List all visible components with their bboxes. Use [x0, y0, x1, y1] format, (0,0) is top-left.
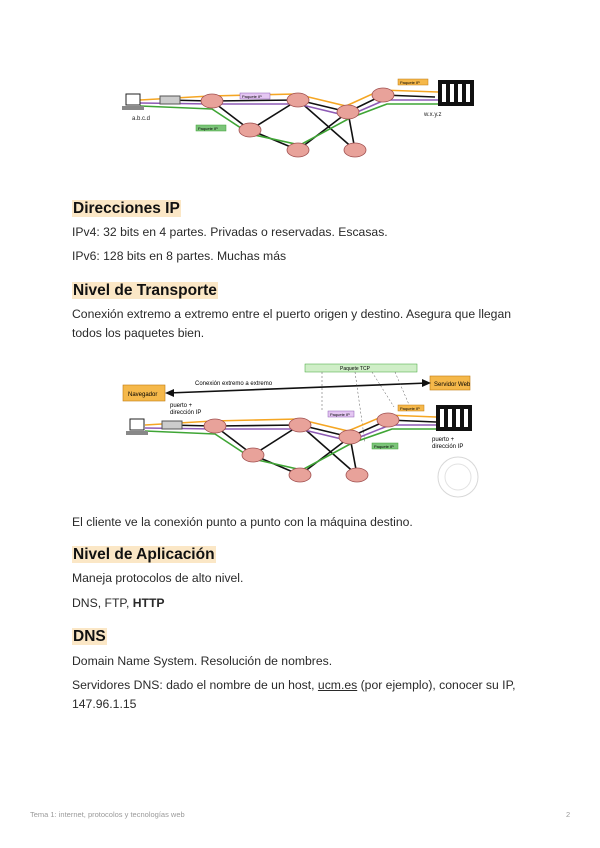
packet-label: Paquete IP	[330, 412, 350, 417]
heading-nivel-aplicacion: Nivel de Aplicación	[73, 546, 215, 563]
heading-direcciones-ip: Direcciones IP	[73, 200, 180, 217]
seal-watermark	[438, 457, 478, 497]
packet-label: Paquete IP	[242, 94, 262, 99]
transport-diagram	[0, 355, 600, 505]
paragraph-ipv4: IPv4: 32 bits en 4 partes. Privadas o reservadas. Escasas.	[72, 225, 388, 239]
paragraph-protocolos: DNS, FTP, HTTP	[72, 596, 165, 610]
paragraph-transporte: Conexión extremo a extremo entre el puerto origen y destino. Asegura que llegan todos los paquetes bien.	[72, 307, 512, 340]
packet-label: Paquete IP	[400, 406, 420, 411]
ip-routing-diagram	[0, 0, 600, 180]
footer-title: Tema 1: internet, protocolos y tecnologías web	[30, 810, 185, 819]
tcp-packet-label: Paquete TCP	[340, 366, 370, 372]
client-address-label: a.b.c.d	[132, 116, 151, 122]
packet-label: Paquete IP	[374, 444, 394, 449]
paragraph-aplicacion: Maneja protocolos de alto nivel.	[72, 571, 244, 585]
paragraph-ipv6: IPv6: 128 bits en 8 partes. Muchas más	[72, 249, 287, 263]
paragraph-dns-servidores: Servidores DNS: dado el nombre de un host, ucm.es (por ejemplo), conocer su IP, 147.96.1.15	[72, 678, 516, 711]
packet-label: Paquete IP	[400, 80, 420, 85]
paragraph-transporte-cliente: El cliente ve la conexión punto a punto con la máquina destino.	[72, 515, 413, 529]
webserver-label: Servidor Web	[434, 382, 471, 388]
server-address-label: w.x.y.z	[424, 112, 442, 118]
ucm-link[interactable]: ucm.es	[317, 678, 358, 692]
http-bold: HTTP	[132, 596, 165, 610]
server-port-label: puerto +	[432, 437, 455, 443]
packet-label: Paquete IP	[198, 126, 218, 131]
browser-label: Navegador	[128, 392, 158, 398]
heading-nivel-transporte: Nivel de Transporte	[73, 282, 217, 299]
client-port-label: puerto +	[170, 403, 193, 409]
heading-dns: DNS	[73, 628, 106, 645]
connection-label: Conexión extremo a extremo	[195, 381, 273, 387]
server-ip-label: dirección IP	[432, 444, 464, 450]
client-ip-label: dirección IP	[170, 410, 202, 416]
paragraph-dns-definicion: Domain Name System. Resolución de nombres.	[72, 654, 333, 668]
footer-page-number: 2	[566, 810, 571, 819]
